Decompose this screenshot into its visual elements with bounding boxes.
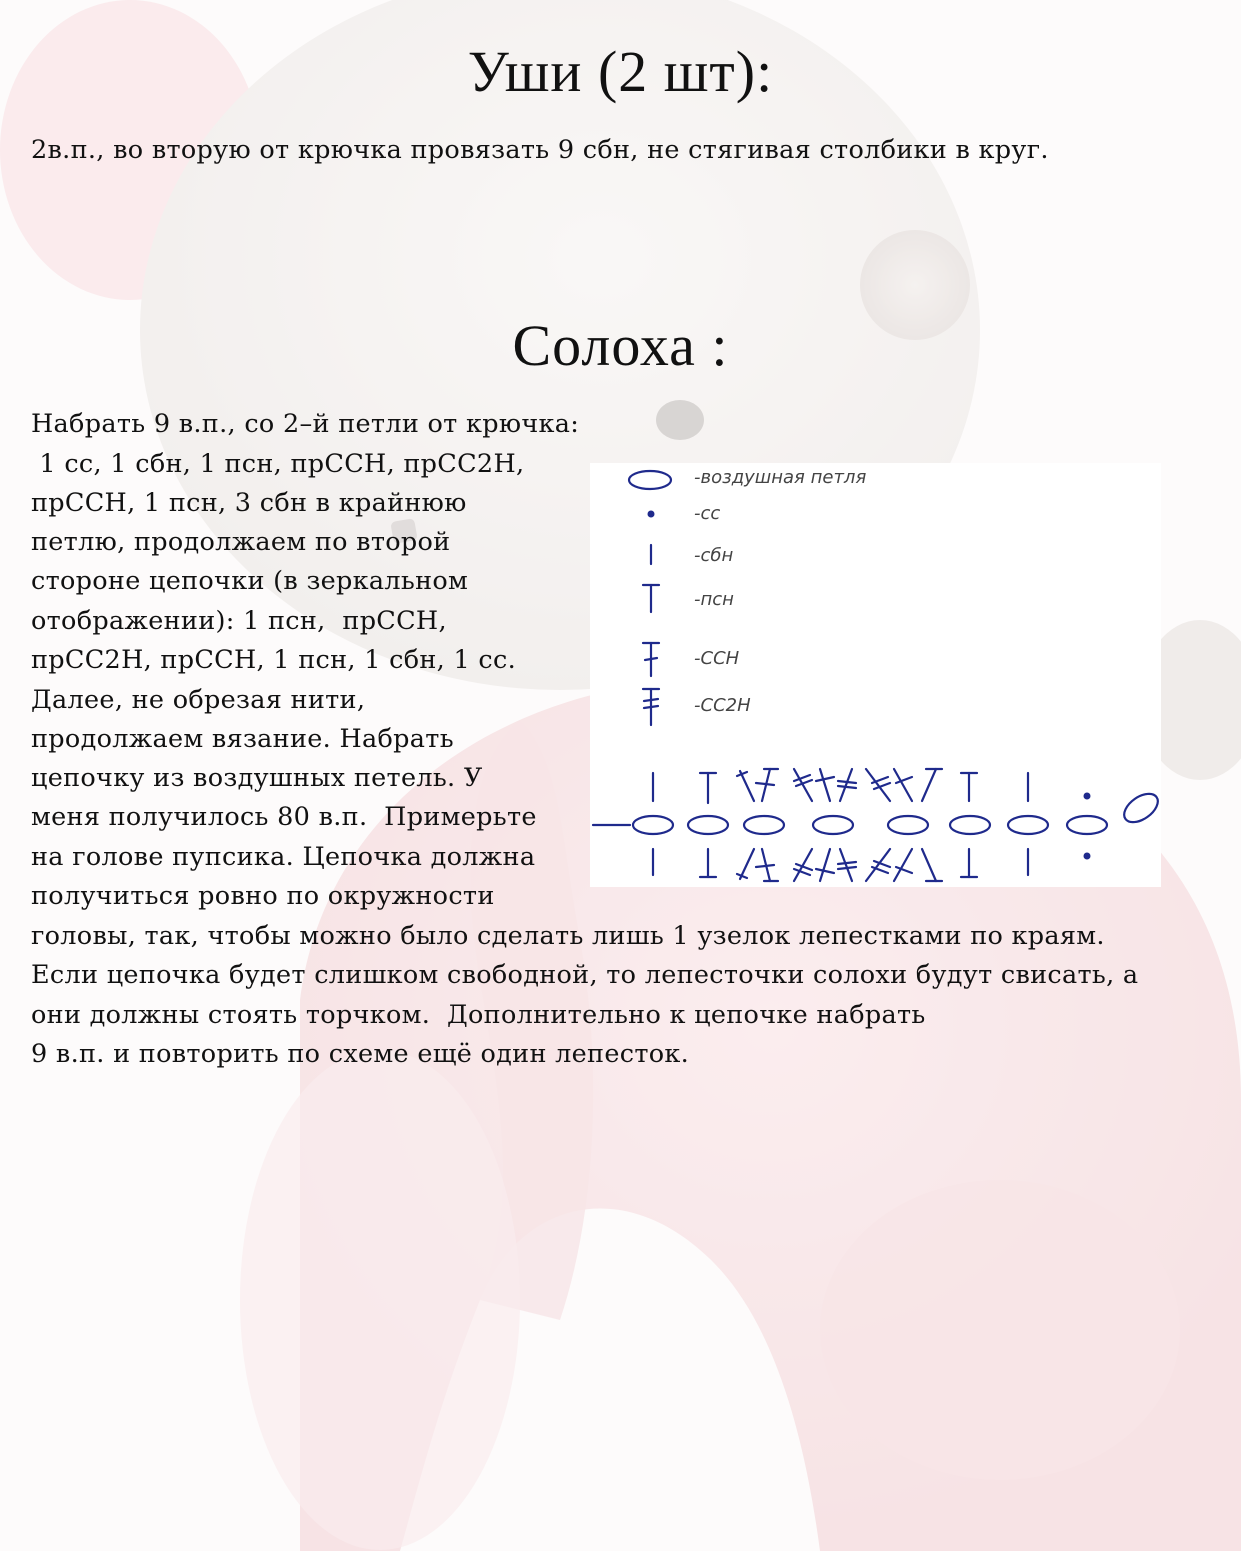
petal-crochet-chart-icon xyxy=(590,463,1161,887)
instruction-line: продолжаем вязание. Набрать xyxy=(31,724,454,754)
instruction-line: отображении): 1 псн, прССН, xyxy=(31,606,447,636)
instruction-line: головы, так, чтобы можно было сделать лишь 1 узелок лепестками по краям. xyxy=(31,921,1105,951)
instruction-line: меня получилось 80 в.п. Примерьте xyxy=(31,802,537,832)
half-double-crochet-t-icon xyxy=(643,585,659,612)
legend-label-half-double: -псн xyxy=(694,589,734,610)
legend-label-single-crochet: -сбн xyxy=(694,545,734,566)
legend-label-double-crochet: -ССН xyxy=(694,648,740,669)
instruction-line: стороне цепочки (в зеркальном xyxy=(31,566,469,596)
chain-stitch-oval-icon xyxy=(629,471,671,489)
ears-instructions: 2в.п., во вторую от крючка провязать 9 сбн, не стягивая столбики в круг. xyxy=(31,135,1049,165)
instruction-line: цепочку из воздушных петель. У xyxy=(31,763,483,793)
crochet-legend-panel xyxy=(590,463,1161,887)
legend-label-treble-crochet: -СС2Н xyxy=(694,695,751,716)
instruction-line: получиться ровно по окружности xyxy=(31,881,495,911)
instruction-line: Далее, не обрезая нити, xyxy=(31,685,366,715)
instruction-line: 9 в.п. и повторить по схеме ещё один лепесток. xyxy=(31,1039,690,1069)
legend-label-slip-stitch: -сс xyxy=(694,503,721,524)
double-crochet-cross-icon xyxy=(643,643,659,676)
instruction-line: Если цепочка будет слишком свободной, то лепесточки солохи будут свисать, а xyxy=(31,960,1139,990)
treble-crochet-double-cross-icon xyxy=(643,689,659,725)
ears-title: Уши (2 шт): xyxy=(467,39,774,104)
instruction-line: на голове пупсика. Цепочка должна xyxy=(31,842,536,872)
instruction-line: петлю, продолжаем по второй xyxy=(31,527,451,557)
legend-label-chain: -воздушная петля xyxy=(694,467,867,488)
instruction-line: Набрать 9 в.п., со 2–й петли от крючка: xyxy=(31,409,580,439)
instruction-line: прССН, 1 псн, 3 сбн в крайнюю xyxy=(31,488,467,518)
slip-stitch-dot-icon xyxy=(648,511,655,518)
instruction-line: прСС2Н, прССН, 1 псн, 1 сбн, 1 сс. xyxy=(31,645,516,675)
solokha-title: Солоха : xyxy=(512,313,729,378)
instruction-line: 1 сс, 1 сбн, 1 псн, прССН, прСС2Н, xyxy=(31,449,525,479)
instruction-line: они должны стоять торчком. Дополнительно к цепочке набрать xyxy=(31,1000,926,1030)
